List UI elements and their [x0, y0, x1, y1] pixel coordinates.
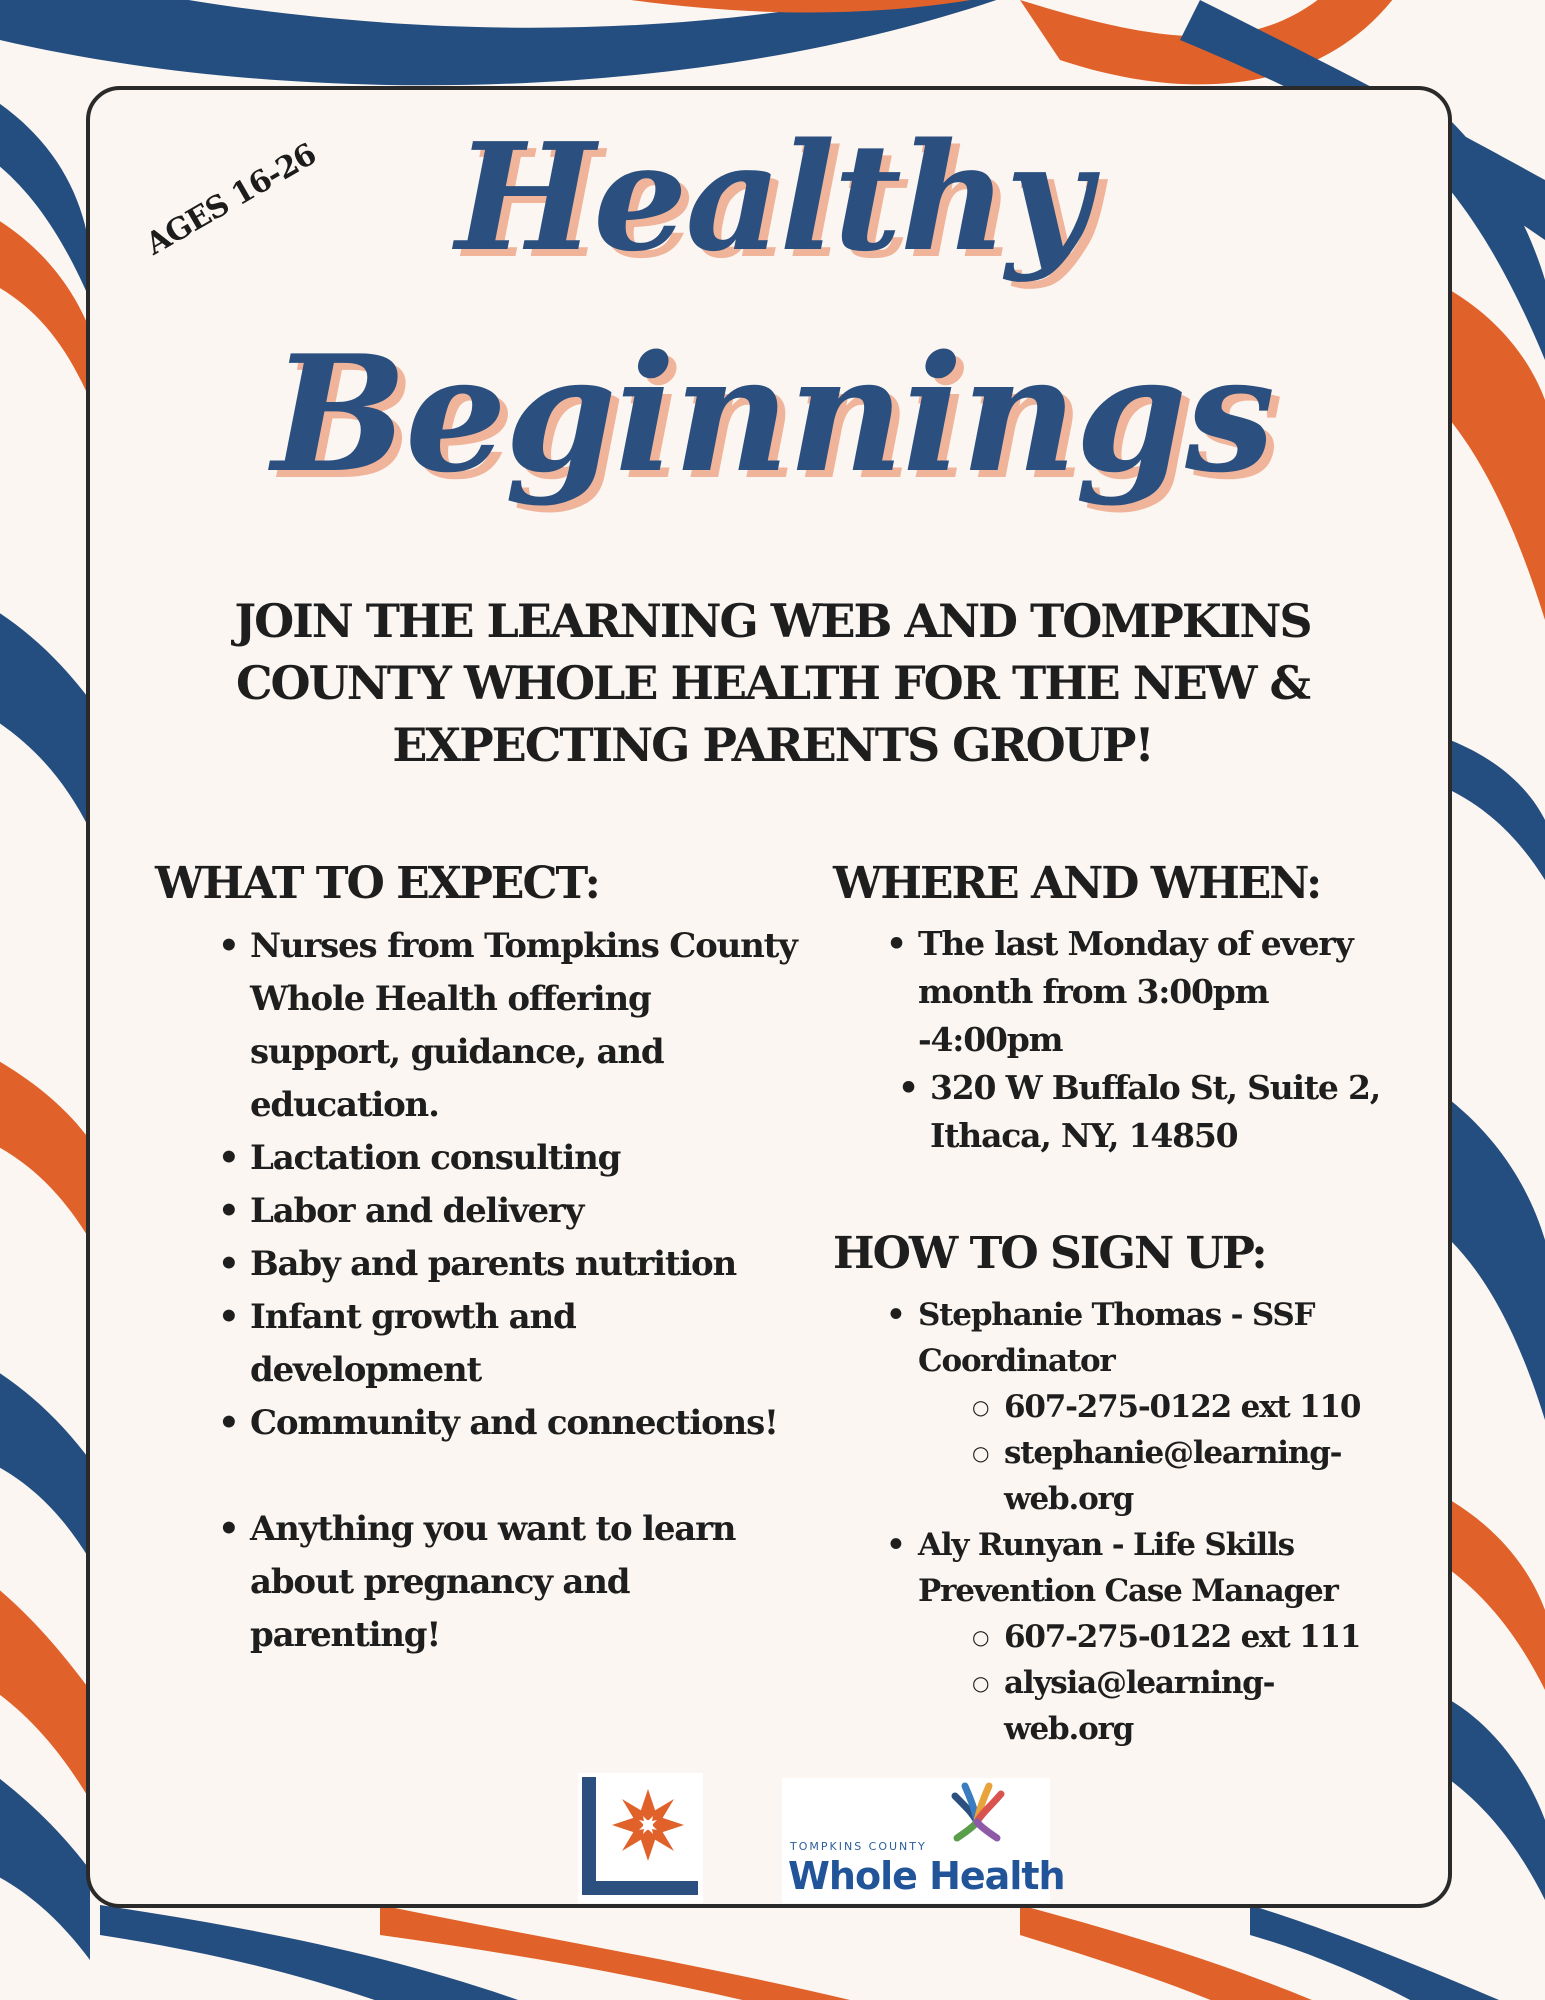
- contact-item: [918, 1292, 1388, 1522]
- title-line-2: Beginnings: [271, 320, 1274, 508]
- contact-email: ○ alysia@learning-web.org: [1004, 1660, 1388, 1752]
- contact-item: [918, 1522, 1388, 1752]
- list-item: • Community and connections!: [250, 1397, 810, 1450]
- intro-text: JOIN THE LEARNING WEB AND TOMPKINS COUNTY WHOLE HEALTH FOR THE NEW & EXPECTING PARENTS GROUP!: [234, 594, 1311, 772]
- list-item: • Lactation consulting: [250, 1132, 810, 1185]
- contact-details: [1004, 1384, 1388, 1522]
- contact-name: Stephanie Thomas - SSF Coordinator: [918, 1297, 1315, 1379]
- whole-health-wordmark: Whole Health: [788, 1854, 1065, 1898]
- whole-health-logo: [782, 1778, 1065, 1903]
- list-item: • Infant growth and development: [250, 1291, 810, 1397]
- how-to-sign-up-heading: HOW TO SIGN UP:: [833, 1228, 1266, 1279]
- contact-email: ○ stephanie@learning-web.org: [1004, 1430, 1388, 1522]
- where-and-when-heading: WHERE AND WHEN:: [833, 858, 1321, 909]
- list-item: • The last Monday of every month from 3:00pm -4:00pm: [918, 920, 1388, 1064]
- where-and-when-list: [918, 920, 1388, 1160]
- contacts-list: [918, 1292, 1388, 1752]
- list-item: • Anything you want to learn about pregnancy and parenting!: [250, 1503, 810, 1662]
- whole-health-subtitle: TOMPKINS COUNTY: [790, 1840, 927, 1853]
- what-to-expect-list: [250, 920, 810, 1662]
- list-item: • Labor and delivery: [250, 1185, 810, 1238]
- contact-phone: ○ 607-275-0122 ext 111: [1004, 1614, 1388, 1660]
- list-item: • Baby and parents nutrition: [250, 1238, 810, 1291]
- what-to-expect-heading: WHAT TO EXPECT:: [155, 858, 599, 909]
- contact-details: [1004, 1614, 1388, 1752]
- learning-web-logo: [578, 1773, 703, 1903]
- title-line-1: Healthy: [455, 110, 1090, 284]
- ages-label: AGES 16-26: [140, 137, 322, 263]
- contact-name: Aly Runyan - Life Skills Prevention Case Manager: [918, 1527, 1338, 1609]
- list-item: • Nurses from Tompkins County Whole Health offering support, guidance, and education.: [250, 920, 810, 1132]
- contact-phone: ○ 607-275-0122 ext 110: [1004, 1384, 1388, 1430]
- list-item: • 320 W Buffalo St, Suite 2, Ithaca, NY, 14850: [930, 1064, 1388, 1160]
